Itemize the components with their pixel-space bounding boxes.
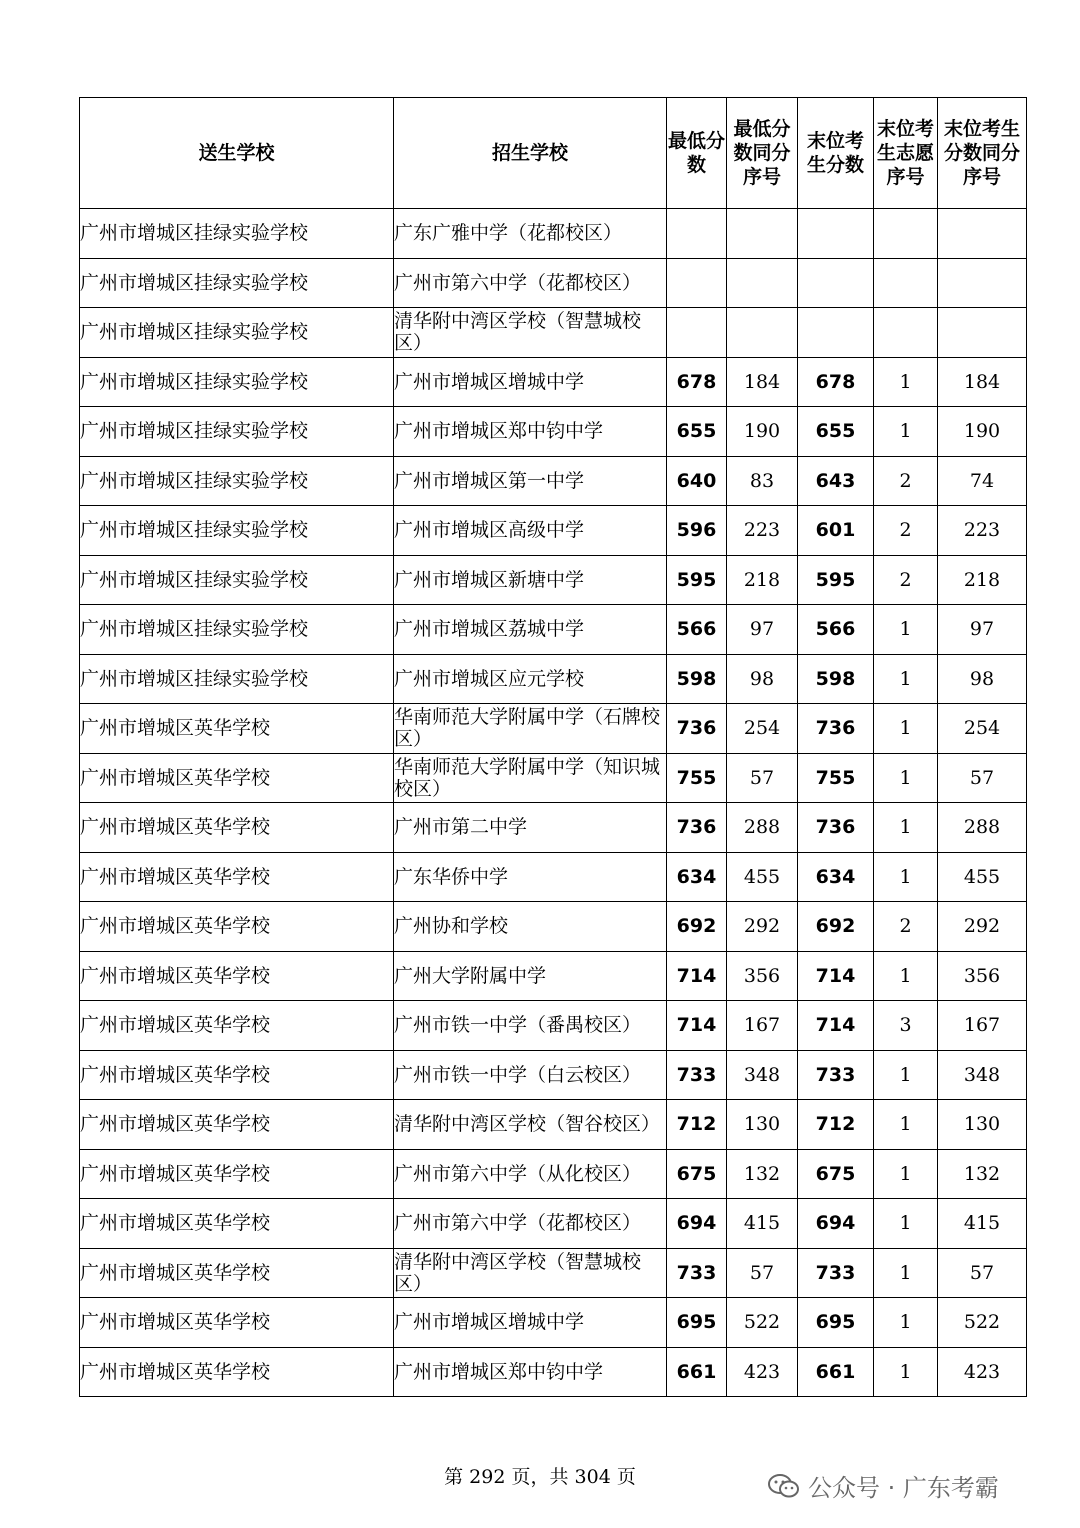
header-admit-school: 招生学校 xyxy=(394,98,667,209)
cell-min-score-rank: 167 xyxy=(727,1001,798,1051)
cell-send-school: 广州市增城区挂绿实验学校 xyxy=(80,209,394,259)
cell-min-score-rank: 132 xyxy=(727,1149,798,1199)
cell-admit-school: 广州市增城区应元学校 xyxy=(394,654,667,704)
cell-last-score: 598 xyxy=(798,654,874,704)
cell-last-rank: 223 xyxy=(938,506,1027,556)
table-row xyxy=(80,803,1027,853)
cell-admit-school: 华南师范大学附属中学（知识城校区） xyxy=(394,753,667,803)
cell-admit-school: 清华附中湾区学校（智谷校区） xyxy=(394,1100,667,1150)
cell-admit-school: 广州市增城区增城中学 xyxy=(394,357,667,407)
cell-last-score: 655 xyxy=(798,407,874,457)
cell-min-score: 678 xyxy=(667,357,727,407)
cell-send-school: 广州市增城区挂绿实验学校 xyxy=(80,357,394,407)
cell-last-rank: 292 xyxy=(938,902,1027,952)
cell-min-score: 655 xyxy=(667,407,727,457)
cell-send-school: 广州市增城区英华学校 xyxy=(80,852,394,902)
cell-last-rank: 190 xyxy=(938,407,1027,457)
cell-min-score-rank: 98 xyxy=(727,654,798,704)
cell-last-score: 601 xyxy=(798,506,874,556)
table-row xyxy=(80,753,1027,803)
cell-min-score: 712 xyxy=(667,1100,727,1150)
header-min-score-rank: 最低分数同分序号 xyxy=(727,98,798,209)
cell-min-score-rank: 184 xyxy=(727,357,798,407)
cell-admit-school: 广州市第二中学 xyxy=(394,803,667,853)
cell-last-score: 643 xyxy=(798,456,874,506)
cell-last-score: 678 xyxy=(798,357,874,407)
cell-admit-school: 广州市增城区新塘中学 xyxy=(394,555,667,605)
table-row xyxy=(80,407,1027,457)
cell-last-score: 714 xyxy=(798,951,874,1001)
table-row xyxy=(80,902,1027,952)
cell-send-school: 广州市增城区英华学校 xyxy=(80,1001,394,1051)
cell-min-score-rank: 455 xyxy=(727,852,798,902)
cell-last-rank: 348 xyxy=(938,1050,1027,1100)
cell-min-score: 714 xyxy=(667,1001,727,1051)
cell-last-rank: 356 xyxy=(938,951,1027,1001)
cell-last-rank: 57 xyxy=(938,1248,1027,1298)
cell-send-school: 广州市增城区挂绿实验学校 xyxy=(80,308,394,358)
cell-last-choice: 2 xyxy=(874,555,938,605)
cell-min-score: 595 xyxy=(667,555,727,605)
cell-last-score: 675 xyxy=(798,1149,874,1199)
cell-last-choice: 1 xyxy=(874,1100,938,1150)
cell-last-choice: 1 xyxy=(874,852,938,902)
cell-last-choice: 3 xyxy=(874,1001,938,1051)
cell-last-choice: 1 xyxy=(874,654,938,704)
table-row xyxy=(80,1001,1027,1051)
table-row xyxy=(80,1050,1027,1100)
page-number: 第 292 页，共 304 页 xyxy=(444,1466,636,1488)
cell-min-score: 640 xyxy=(667,456,727,506)
cell-min-score: 675 xyxy=(667,1149,727,1199)
table-row xyxy=(80,654,1027,704)
cell-min-score-rank: 218 xyxy=(727,555,798,605)
watermark-text: 公众号 · 广东考霸 xyxy=(808,1474,999,1502)
header-last-choice: 末位考生志愿序号 xyxy=(874,98,938,209)
table-row xyxy=(80,1347,1027,1397)
cell-min-score-rank: 130 xyxy=(727,1100,798,1150)
cell-min-score: 755 xyxy=(667,753,727,803)
cell-send-school: 广州市增城区挂绿实验学校 xyxy=(80,654,394,704)
header-send-school: 送生学校 xyxy=(80,98,394,209)
cell-min-score xyxy=(667,308,727,358)
cell-min-score: 596 xyxy=(667,506,727,556)
cell-last-choice: 1 xyxy=(874,753,938,803)
cell-last-rank: 218 xyxy=(938,555,1027,605)
cell-last-rank xyxy=(938,258,1027,308)
table-row xyxy=(80,258,1027,308)
cell-admit-school: 广州协和学校 xyxy=(394,902,667,952)
table-row xyxy=(80,951,1027,1001)
table-row xyxy=(80,1248,1027,1298)
cell-last-choice: 1 xyxy=(874,951,938,1001)
table-row xyxy=(80,704,1027,754)
cell-admit-school: 广州市增城区第一中学 xyxy=(394,456,667,506)
cell-min-score xyxy=(667,209,727,259)
cell-last-rank: 97 xyxy=(938,605,1027,655)
header-last-score: 末位考生分数 xyxy=(798,98,874,209)
cell-last-choice: 2 xyxy=(874,456,938,506)
cell-admit-school: 广州市第六中学（花都校区） xyxy=(394,1199,667,1249)
admission-table xyxy=(79,97,1027,1397)
table-row xyxy=(80,308,1027,358)
table-row xyxy=(80,1149,1027,1199)
cell-last-rank xyxy=(938,308,1027,358)
cell-min-score: 736 xyxy=(667,704,727,754)
cell-min-score-rank: 223 xyxy=(727,506,798,556)
cell-min-score: 694 xyxy=(667,1199,727,1249)
header-last-rank: 末位考生分数同分序号 xyxy=(938,98,1027,209)
cell-last-choice: 1 xyxy=(874,1248,938,1298)
cell-last-score: 661 xyxy=(798,1347,874,1397)
watermark xyxy=(768,1468,999,1503)
cell-min-score-rank: 97 xyxy=(727,605,798,655)
cell-admit-school: 广州市增城区增城中学 xyxy=(394,1298,667,1348)
cell-send-school: 广州市增城区英华学校 xyxy=(80,1248,394,1298)
cell-send-school: 广州市增城区挂绿实验学校 xyxy=(80,555,394,605)
cell-min-score: 634 xyxy=(667,852,727,902)
cell-last-rank: 132 xyxy=(938,1149,1027,1199)
cell-last-rank: 415 xyxy=(938,1199,1027,1249)
cell-min-score-rank xyxy=(727,209,798,259)
table-row xyxy=(80,1199,1027,1249)
cell-last-choice xyxy=(874,258,938,308)
cell-min-score: 661 xyxy=(667,1347,727,1397)
table-row xyxy=(80,1298,1027,1348)
cell-admit-school: 广州市铁一中学（白云校区） xyxy=(394,1050,667,1100)
header-row xyxy=(80,98,1027,209)
cell-last-choice: 1 xyxy=(874,605,938,655)
cell-last-score: 595 xyxy=(798,555,874,605)
cell-send-school: 广州市增城区英华学校 xyxy=(80,1100,394,1150)
table-row xyxy=(80,605,1027,655)
cell-admit-school: 广东广雅中学（花都校区） xyxy=(394,209,667,259)
cell-last-rank xyxy=(938,209,1027,259)
cell-last-choice: 1 xyxy=(874,704,938,754)
cell-last-score: 733 xyxy=(798,1248,874,1298)
cell-admit-school: 广州市增城区郑中钧中学 xyxy=(394,1347,667,1397)
cell-last-choice xyxy=(874,308,938,358)
cell-min-score: 598 xyxy=(667,654,727,704)
cell-last-rank: 522 xyxy=(938,1298,1027,1348)
cell-min-score: 714 xyxy=(667,951,727,1001)
cell-send-school: 广州市增城区英华学校 xyxy=(80,753,394,803)
cell-last-score xyxy=(798,209,874,259)
cell-last-score xyxy=(798,308,874,358)
cell-min-score-rank: 190 xyxy=(727,407,798,457)
cell-send-school: 广州市增城区英华学校 xyxy=(80,1199,394,1249)
cell-last-choice: 1 xyxy=(874,1149,938,1199)
cell-last-score: 566 xyxy=(798,605,874,655)
cell-min-score-rank: 57 xyxy=(727,1248,798,1298)
cell-min-score: 566 xyxy=(667,605,727,655)
cell-min-score-rank xyxy=(727,258,798,308)
cell-last-choice: 1 xyxy=(874,357,938,407)
cell-last-choice: 1 xyxy=(874,1050,938,1100)
cell-send-school: 广州市增城区英华学校 xyxy=(80,902,394,952)
cell-last-rank: 167 xyxy=(938,1001,1027,1051)
cell-min-score: 733 xyxy=(667,1248,727,1298)
cell-last-rank: 254 xyxy=(938,704,1027,754)
wechat-icon xyxy=(768,1473,800,1499)
cell-send-school: 广州市增城区挂绿实验学校 xyxy=(80,605,394,655)
cell-admit-school: 广州市增城区荔城中学 xyxy=(394,605,667,655)
cell-send-school: 广州市增城区挂绿实验学校 xyxy=(80,456,394,506)
cell-last-rank: 57 xyxy=(938,753,1027,803)
cell-admit-school: 广州市第六中学（从化校区） xyxy=(394,1149,667,1199)
cell-send-school: 广州市增城区英华学校 xyxy=(80,1298,394,1348)
cell-admit-school: 广州市增城区高级中学 xyxy=(394,506,667,556)
table-row xyxy=(80,1100,1027,1150)
cell-last-rank: 423 xyxy=(938,1347,1027,1397)
cell-last-choice: 1 xyxy=(874,1298,938,1348)
cell-send-school: 广州市增城区挂绿实验学校 xyxy=(80,407,394,457)
cell-send-school: 广州市增城区英华学校 xyxy=(80,951,394,1001)
cell-send-school: 广州市增城区英华学校 xyxy=(80,803,394,853)
cell-last-score: 733 xyxy=(798,1050,874,1100)
cell-last-score xyxy=(798,258,874,308)
cell-min-score: 733 xyxy=(667,1050,727,1100)
cell-min-score-rank: 522 xyxy=(727,1298,798,1348)
cell-min-score-rank xyxy=(727,308,798,358)
cell-last-rank: 98 xyxy=(938,654,1027,704)
cell-admit-school: 清华附中湾区学校（智慧城校区） xyxy=(394,1248,667,1298)
cell-last-score: 695 xyxy=(798,1298,874,1348)
cell-min-score-rank: 356 xyxy=(727,951,798,1001)
cell-last-rank: 288 xyxy=(938,803,1027,853)
cell-admit-school: 华南师范大学附属中学（石牌校区） xyxy=(394,704,667,754)
cell-last-score: 714 xyxy=(798,1001,874,1051)
cell-min-score-rank: 288 xyxy=(727,803,798,853)
table-row xyxy=(80,209,1027,259)
cell-last-score: 694 xyxy=(798,1199,874,1249)
cell-last-rank: 184 xyxy=(938,357,1027,407)
cell-min-score-rank: 57 xyxy=(727,753,798,803)
cell-last-choice xyxy=(874,209,938,259)
table-row xyxy=(80,555,1027,605)
cell-admit-school: 广州市增城区郑中钧中学 xyxy=(394,407,667,457)
cell-last-score: 692 xyxy=(798,902,874,952)
cell-last-choice: 1 xyxy=(874,1347,938,1397)
cell-last-rank: 130 xyxy=(938,1100,1027,1150)
cell-admit-school: 广州大学附属中学 xyxy=(394,951,667,1001)
cell-send-school: 广州市增城区挂绿实验学校 xyxy=(80,258,394,308)
cell-admit-school: 清华附中湾区学校（智慧城校区） xyxy=(394,308,667,358)
cell-min-score: 695 xyxy=(667,1298,727,1348)
table-row xyxy=(80,506,1027,556)
cell-admit-school: 广州市铁一中学（番禺校区） xyxy=(394,1001,667,1051)
cell-last-score: 712 xyxy=(798,1100,874,1150)
cell-min-score-rank: 348 xyxy=(727,1050,798,1100)
cell-min-score xyxy=(667,258,727,308)
table-row xyxy=(80,357,1027,407)
cell-min-score-rank: 423 xyxy=(727,1347,798,1397)
cell-admit-school: 广东华侨中学 xyxy=(394,852,667,902)
cell-last-score: 634 xyxy=(798,852,874,902)
cell-min-score-rank: 254 xyxy=(727,704,798,754)
cell-last-score: 755 xyxy=(798,753,874,803)
cell-last-rank: 455 xyxy=(938,852,1027,902)
table-row xyxy=(80,456,1027,506)
cell-send-school: 广州市增城区英华学校 xyxy=(80,704,394,754)
cell-last-score: 736 xyxy=(798,704,874,754)
cell-send-school: 广州市增城区英华学校 xyxy=(80,1050,394,1100)
cell-send-school: 广州市增城区挂绿实验学校 xyxy=(80,506,394,556)
cell-last-choice: 2 xyxy=(874,506,938,556)
cell-last-choice: 2 xyxy=(874,902,938,952)
cell-last-rank: 74 xyxy=(938,456,1027,506)
cell-min-score: 736 xyxy=(667,803,727,853)
cell-last-choice: 1 xyxy=(874,803,938,853)
cell-send-school: 广州市增城区英华学校 xyxy=(80,1347,394,1397)
table-body xyxy=(80,209,1027,1397)
cell-min-score-rank: 83 xyxy=(727,456,798,506)
header-min-score: 最低分数 xyxy=(667,98,727,209)
cell-last-choice: 1 xyxy=(874,1199,938,1249)
cell-last-choice: 1 xyxy=(874,407,938,457)
table-row xyxy=(80,852,1027,902)
cell-admit-school: 广州市第六中学（花都校区） xyxy=(394,258,667,308)
cell-min-score: 692 xyxy=(667,902,727,952)
cell-min-score-rank: 292 xyxy=(727,902,798,952)
cell-send-school: 广州市增城区英华学校 xyxy=(80,1149,394,1199)
cell-last-score: 736 xyxy=(798,803,874,853)
cell-min-score-rank: 415 xyxy=(727,1199,798,1249)
